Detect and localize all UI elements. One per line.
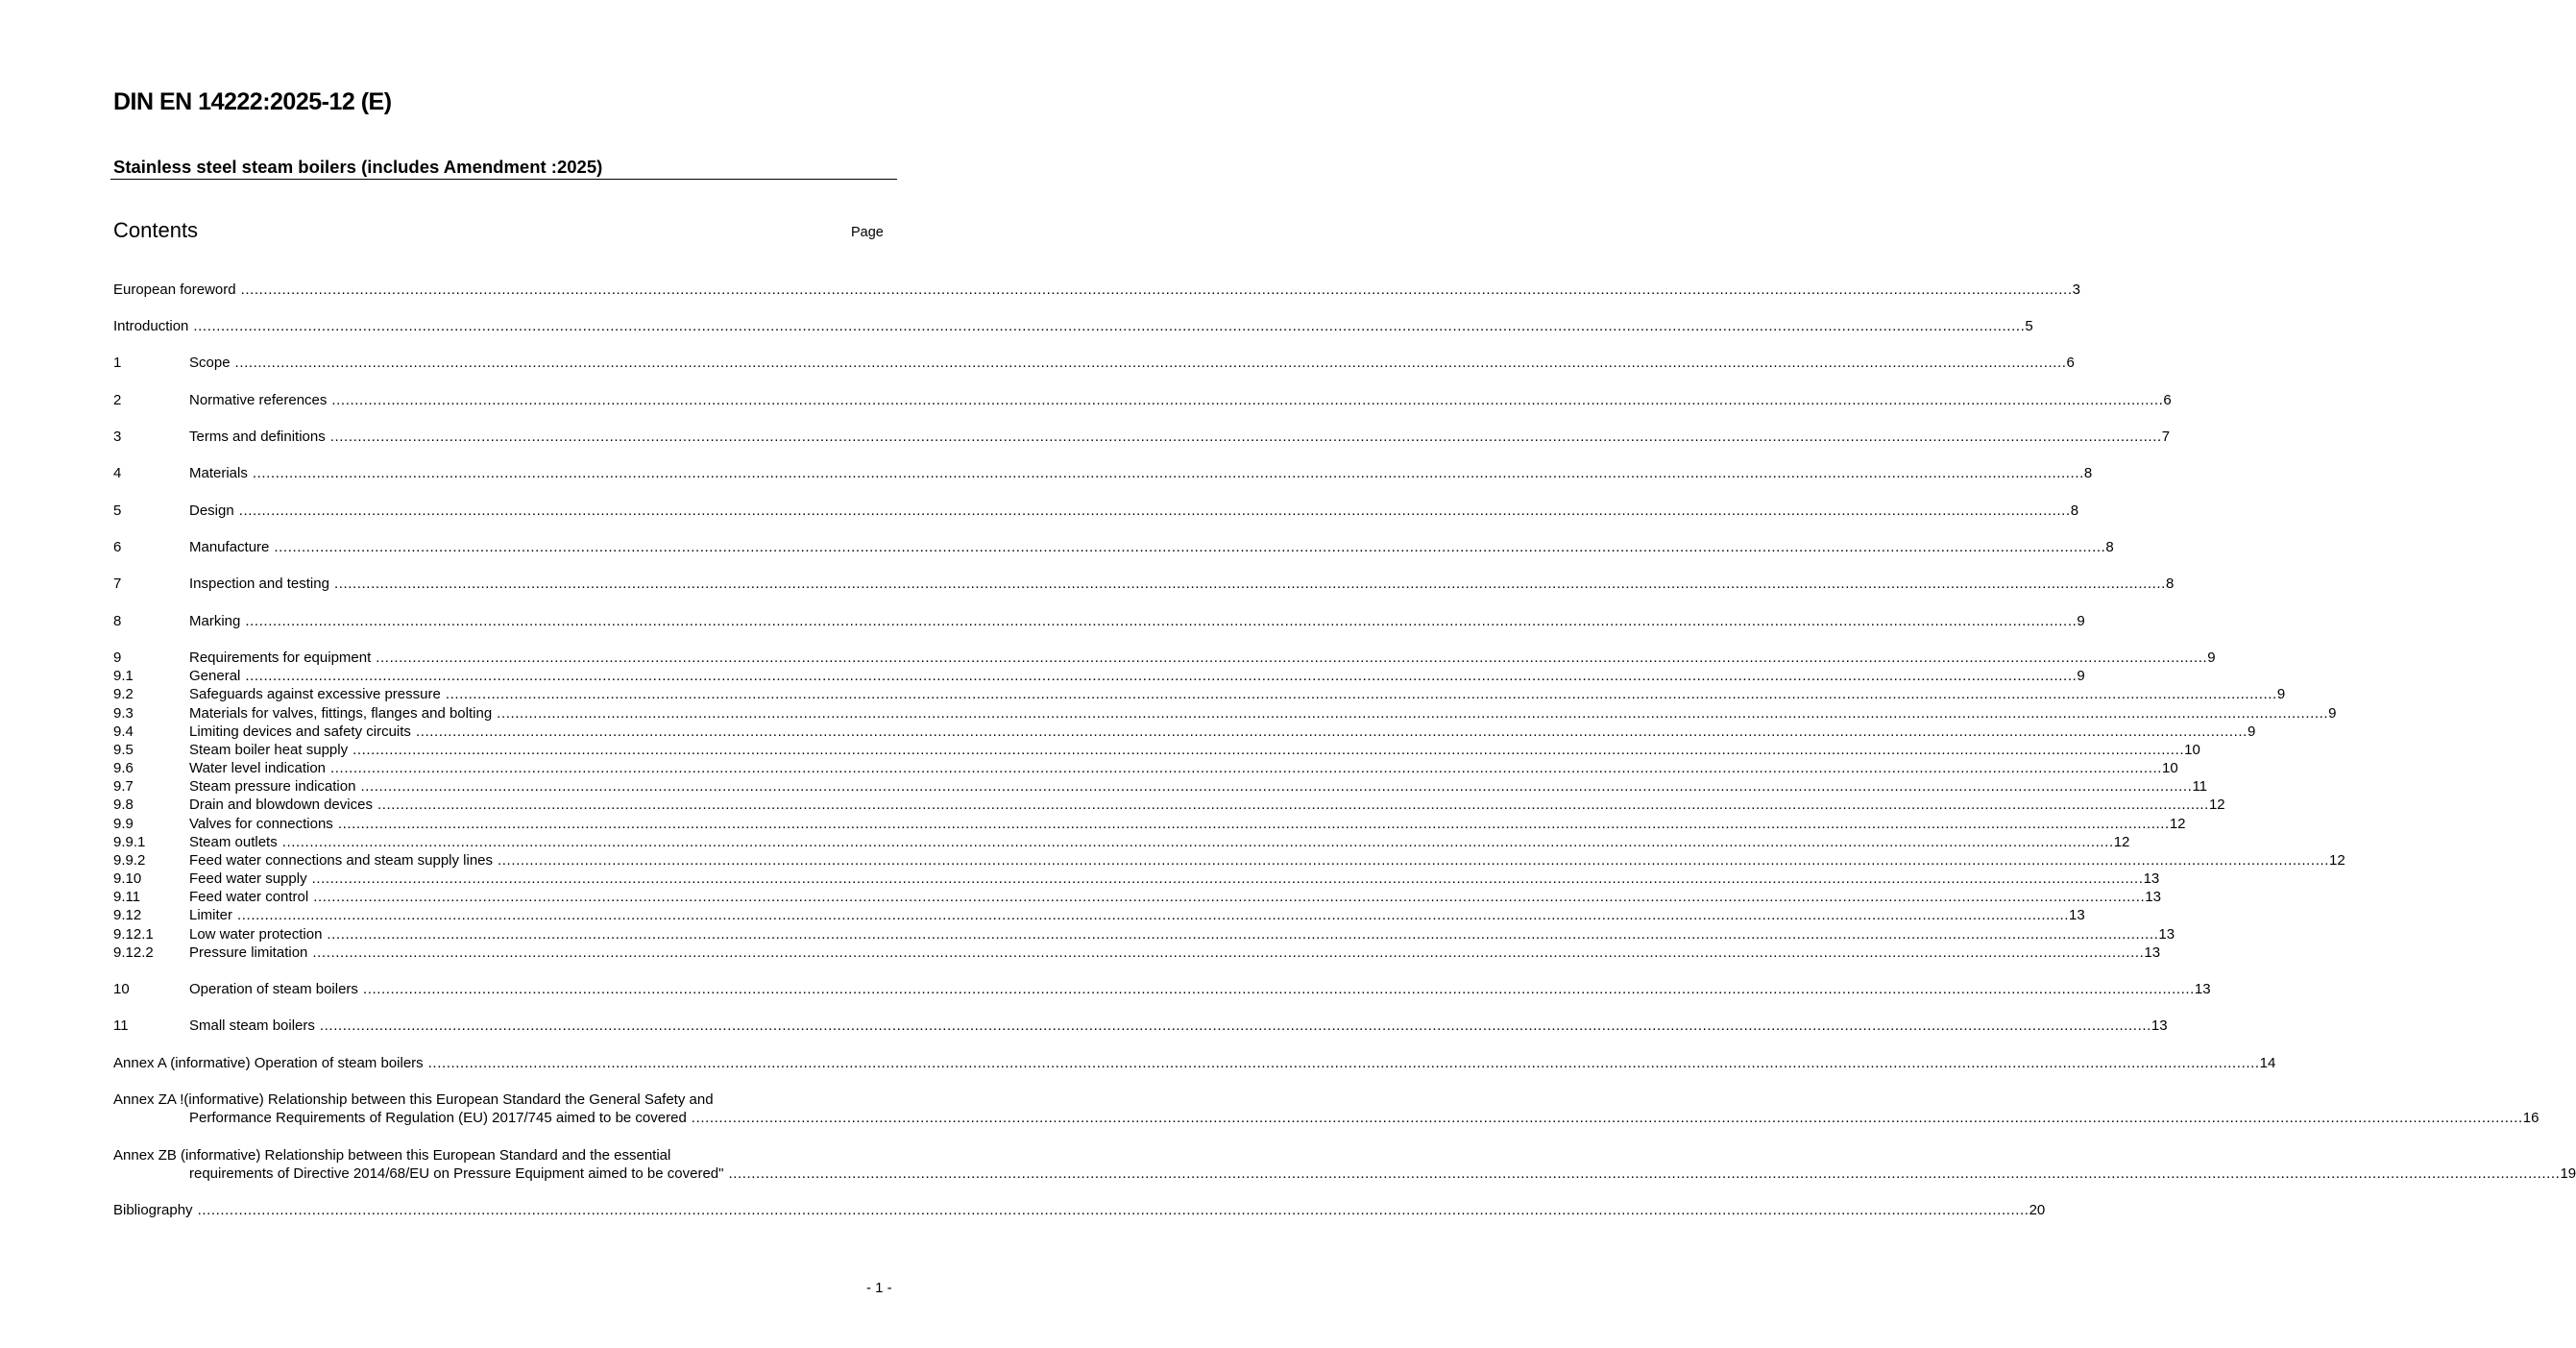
toc-entry-page: 10 [2162,760,2178,776]
toc-entry-number: 1 [113,355,122,371]
footer-page-number: - 1 - [866,1280,892,1296]
toc-entry[interactable] [113,906,2085,925]
toc-entry[interactable] [113,464,2093,483]
toc-entry[interactable] [113,1091,885,1110]
toc-entry[interactable] [113,612,2085,631]
toc-dot-leader: ................................................................................................................................................................................................................................................................................................................................................................................................................ [245,613,2078,629]
toc-entry-title: Materials [189,465,248,481]
toc-entry-title: Small steam boilers [189,1017,315,1034]
toc-entry-page: 6 [2066,355,2075,371]
toc-entry[interactable] [113,1017,2168,1036]
document-subtitle: Stainless steel steam boilers (includes Amendment :2025) [113,157,603,177]
toc-entry-page: 12 [2169,816,2186,832]
toc-dot-leader: ................................................................................................................................................................................................................................................................................................................................................................................................................ [360,778,2193,795]
toc-entry-title: Drain and blowdown devices [189,797,373,813]
toc-entry[interactable] [113,925,2175,944]
toc-entry-number: 8 [113,613,122,629]
toc-entry-number: 9.4 [113,723,134,740]
toc-entry-number: 9.12.2 [113,944,154,961]
toc-entry-title: Marking [189,613,241,629]
toc-dot-leader: ................................................................................................................................................................................................................................................................................................................................................................................................................ [281,834,2114,850]
toc-entry[interactable] [113,870,2160,889]
toc-dot-leader: ................................................................................................................................................................................................................................................................................................................................................................................................................ [331,392,2164,408]
toc-dot-leader: ................................................................................................................................................................................................................................................................................................................................................................................................................ [415,723,2248,740]
toc-entry-title: Terms and definitions [189,429,326,445]
toc-dot-leader: ................................................................................................................................................................................................................................................................................................................................................................................................................ [329,429,2162,445]
toc-dot-leader: ................................................................................................................................................................................................................................................................................................................................................................................................................ [237,907,2070,923]
toc-dot-leader: ................................................................................................................................................................................................................................................................................................................................................................................................................ [691,1110,2523,1126]
toc-entry-page: 8 [2070,502,2079,519]
toc-entry-title: Limiting devices and safety circuits [189,723,411,740]
toc-entry-page: 9 [2077,613,2085,629]
document-title: DIN EN 14222:2025-12 (E) [113,88,392,115]
toc-entry-title: Steam outlets [189,834,278,850]
toc-entry[interactable] [113,723,2256,742]
toc-dot-leader: ................................................................................................................................................................................................................................................................................................................................................................................................................ [352,742,2185,758]
toc-entry-page: 9 [2276,686,2286,702]
toc-entry-number: 9.1 [113,668,134,684]
toc-entry-title: General [189,668,241,684]
toc-dot-leader: ................................................................................................................................................................................................................................................................................................................................................................................................................ [313,889,2146,905]
toc-entry-page: 13 [2158,926,2175,943]
toc-entry-title: European foreword [113,282,236,298]
toc-dot-leader: ................................................................................................................................................................................................................................................................................................................................................................................................................ [234,355,2067,371]
toc-entry[interactable] [113,575,2175,594]
toc-entry[interactable] [113,704,2337,723]
toc-entry[interactable] [113,777,2208,797]
toc-dot-leader: ................................................................................................................................................................................................................................................................................................................................................................................................................ [376,649,2208,666]
toc-entry-page: 7 [2161,429,2171,445]
toc-entry[interactable] [113,796,2225,815]
toc-entry-number: 5 [113,502,122,519]
toc-dot-leader: ................................................................................................................................................................................................................................................................................................................................................................................................................ [362,981,2195,997]
toc-entry[interactable] [113,354,2075,373]
toc-entry-number: 9.12.1 [113,926,154,943]
toc-entry-title: Performance Requirements of Regulation (EU) 2017/745 aimed to be covered [189,1110,687,1126]
toc-entry[interactable] [113,667,2085,686]
toc-entry-number: 3 [113,429,122,445]
toc-entry[interactable] [113,851,2345,870]
toc-entry-number: 9.2 [113,686,134,702]
toc-entry[interactable] [113,980,2211,999]
toc-entry-number: 9.8 [113,797,134,813]
toc-entry-title: Safeguards against excessive pressure [189,686,441,702]
toc-entry-title: Inspection and testing [189,576,329,592]
toc-entry-number: 9.3 [113,705,134,722]
toc-entry-title: Valves for connections [189,816,333,832]
toc-dot-leader: ................................................................................................................................................................................................................................................................................................................................................................................................................ [197,1202,2029,1218]
toc-dot-leader: ................................................................................................................................................................................................................................................................................................................................................................................................................ [252,465,2084,481]
toc-entry-title: Requirements for equipment [189,649,372,666]
toc-entry-title: Scope [189,355,231,371]
toc-entry-page: 9 [2328,705,2337,722]
toc-entry-page: 13 [2194,981,2211,997]
toc-entry-page: 20 [2029,1202,2046,1218]
toc-entry-page: 12 [2208,797,2225,813]
toc-entry-title: Materials for valves, fittings, flanges and bolting [189,705,493,722]
toc-entry-title: Annex ZA !(informative) Relationship between this European Standard the General Safety and [113,1091,714,1108]
toc-entry[interactable] [113,391,2172,410]
toc-entry-title: Normative references [189,392,328,408]
toc-entry-title: requirements of Directive 2014/68/EU on Pressure Equipment aimed to be covered" [189,1165,724,1182]
toc-entry-number: 9.11 [113,889,141,905]
toc-entry-page: 6 [2163,392,2172,408]
toc-entry-title: Annex ZB (informative) Relationship between this European Standard and the essential [113,1147,671,1164]
toc-entry-number: 2 [113,392,122,408]
toc-entry[interactable] [113,685,2286,704]
toc-dot-leader: ................................................................................................................................................................................................................................................................................................................................................................................................................ [427,1055,2260,1071]
toc-dot-leader: ................................................................................................................................................................................................................................................................................................................................................................................................................ [330,760,2163,776]
toc-entry[interactable] [113,502,2079,521]
toc-entry-page: 12 [2113,834,2130,850]
toc-dot-leader: ................................................................................................................................................................................................................................................................................................................................................................................................................ [327,926,2159,943]
toc-entry-title: Pressure limitation [189,944,308,961]
toc-entry-title: Bibliography [113,1202,193,1218]
toc-entry-page: 14 [2259,1055,2276,1071]
toc-entry[interactable] [113,428,2171,447]
toc-entry-title: Limiter [189,907,233,923]
toc-entry-page: 10 [2184,742,2200,758]
toc-entry-title: Design [189,502,234,519]
toc-dot-leader: ................................................................................................................................................................................................................................................................................................................................................................................................................ [319,1017,2151,1034]
toc-entry-page: 9 [2247,723,2256,740]
toc-entry[interactable] [113,759,2178,778]
toc-entry-page: 13 [2151,1017,2168,1034]
toc-dot-leader: ................................................................................................................................................................................................................................................................................................................................................................................................................ [311,870,2144,887]
toc-entry-page: 8 [2165,576,2175,592]
toc-entry-number: 9.6 [113,760,134,776]
toc-entry-title: Introduction [113,318,189,334]
toc-entry-number: 9.7 [113,778,134,795]
toc-entry-title: Feed water connections and steam supply lines [189,852,494,869]
toc-entry-number: 4 [113,465,122,481]
toc-entry[interactable] [113,741,2200,760]
toc-entry-page: 11 [2192,778,2208,795]
toc-entry[interactable] [113,1109,2540,1128]
toc-entry-page: 8 [2105,539,2114,555]
toc-entry-page: 9 [2077,668,2085,684]
toc-entry-number: 11 [113,1017,129,1034]
toc-entry[interactable] [113,815,2186,834]
toc-entry-title: Operation of steam boilers [189,981,358,997]
toc-dot-leader: ................................................................................................................................................................................................................................................................................................................................................................................................................ [193,318,2026,334]
toc-entry-page: 3 [2072,282,2080,298]
toc-dot-leader: ................................................................................................................................................................................................................................................................................................................................................................................................................ [445,686,2277,702]
toc-entry-title: Feed water supply [189,870,307,887]
toc-entry-page: 5 [2025,318,2033,334]
toc-entry-number: 9.9.1 [113,834,146,850]
toc-dot-leader: ................................................................................................................................................................................................................................................................................................................................................................................................................ [245,668,2078,684]
toc-entry[interactable] [113,538,2114,557]
toc-entry-number: 9.12 [113,907,142,923]
contents-heading: Contents [113,218,199,242]
toc-entry-title: Low water protection [189,926,323,943]
toc-entry-number: 9 [113,649,122,666]
toc-entry-number: 9.5 [113,742,134,758]
toc-entry-page: 19 [2560,1165,2576,1182]
toc-entry-title: Annex A (informative) Operation of steam boilers [113,1055,424,1071]
toc-dot-leader: ................................................................................................................................................................................................................................................................................................................................................................................................................ [333,576,2166,592]
toc-entry-number: 9.9 [113,816,134,832]
toc-dot-leader: ................................................................................................................................................................................................................................................................................................................................................................................................................ [498,852,2330,869]
toc-entry[interactable] [113,888,2161,907]
toc-entry-title: Steam boiler heat supply [189,742,349,758]
toc-entry-title: Water level indication [189,760,327,776]
toc-entry-number: 10 [113,981,130,997]
toc-entry[interactable] [113,317,2033,336]
toc-dot-leader: ................................................................................................................................................................................................................................................................................................................................................................................................................ [238,502,2071,519]
toc-entry-page: 9 [2207,649,2216,666]
toc-entry-number: 9.10 [113,870,142,887]
toc-dot-leader: ................................................................................................................................................................................................................................................................................................................................................................................................................ [240,282,2073,298]
toc-dot-leader: ................................................................................................................................................................................................................................................................................................................................................................................................................ [377,797,2209,813]
toc-entry-number: 7 [113,576,122,592]
toc-entry[interactable] [113,833,2130,852]
toc-dot-leader: ................................................................................................................................................................................................................................................................................................................................................................................................................ [728,1165,2561,1182]
toc-entry[interactable] [113,649,2216,668]
toc-entry[interactable] [113,1054,2276,1073]
toc-entry-number: 9.9.2 [113,852,146,869]
toc-entry-page: 13 [2145,889,2161,905]
toc-dot-leader: ................................................................................................................................................................................................................................................................................................................................................................................................................ [337,816,2170,832]
toc-entry-page: 16 [2522,1110,2540,1126]
toc-entry-page: 13 [2069,907,2085,923]
toc-entry[interactable] [113,1201,2046,1220]
toc-entry[interactable] [113,944,2161,963]
toc-entry-page: 13 [2144,944,2161,961]
toc-entry-title: Feed water control [189,889,309,905]
toc-entry-title: Manufacture [189,539,270,555]
page-column-label: Page [851,225,884,240]
toc-entry-page: 12 [2329,852,2345,869]
toc-entry[interactable] [113,281,2080,300]
toc-dot-leader: ................................................................................................................................................................................................................................................................................................................................................................................................................ [497,705,2329,722]
toc-entry[interactable] [113,1164,2576,1184]
toc-entry[interactable] [113,1146,885,1165]
toc-dot-leader: ................................................................................................................................................................................................................................................................................................................................................................................................................ [312,944,2145,961]
toc-entry-title: Steam pressure indication [189,778,356,795]
toc-dot-leader: ................................................................................................................................................................................................................................................................................................................................................................................................................ [274,539,2106,555]
toc-entry-page: 13 [2143,870,2160,887]
toc-entry-page: 8 [2083,465,2093,481]
toc-entry-number: 6 [113,539,122,555]
